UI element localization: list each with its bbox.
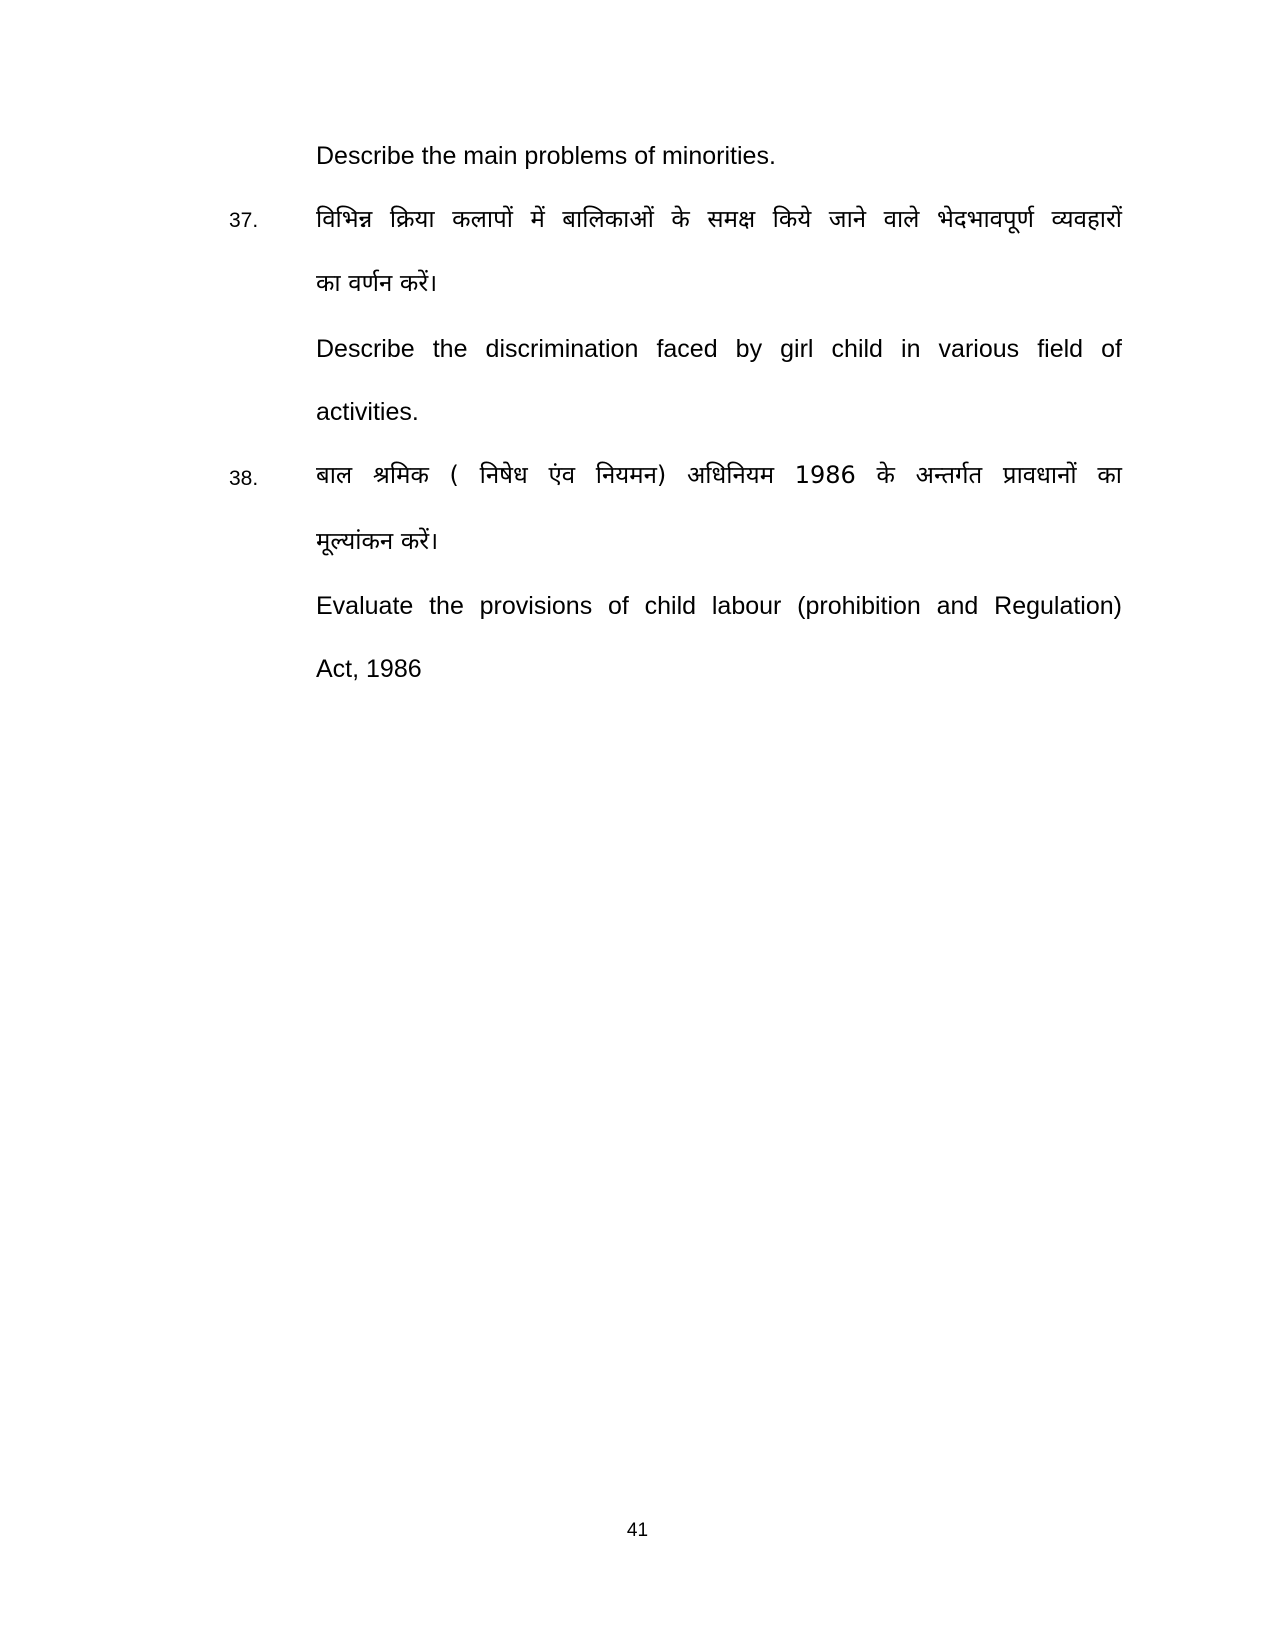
question-number-38: 38.	[229, 467, 259, 490]
question-37-english-line-1: Describe the discrimination faced by girl child in various field of	[316, 335, 1122, 363]
question-37-hindi-line-2: का वर्णन करें।	[316, 269, 438, 297]
question-37-english-line-2: activities.	[316, 398, 419, 426]
page-number: 41	[626, 1520, 649, 1541]
question-36-english-text: Describe the main problems of minorities.	[316, 142, 776, 170]
question-number-37: 37.	[229, 209, 259, 232]
question-37-hindi-line-1: विभिन्न क्रिया कलापों में बालिकाओं के समक्ष किये जाने वाले भेदभावपूर्ण व्यवहारों	[316, 205, 1122, 233]
question-38-hindi-line-2: मूल्यांकन करें।	[316, 527, 439, 555]
question-38-hindi-line-1: बाल श्रमिक ( निषेध एंव नियमन) अधिनियम 1986 के अन्तर्गत प्रावधानों का	[316, 461, 1122, 489]
question-38-english-line-2: Act, 1986	[316, 655, 422, 683]
question-38-english-line-1: Evaluate the provisions of child labour (prohibition and Regulation)	[316, 592, 1122, 620]
